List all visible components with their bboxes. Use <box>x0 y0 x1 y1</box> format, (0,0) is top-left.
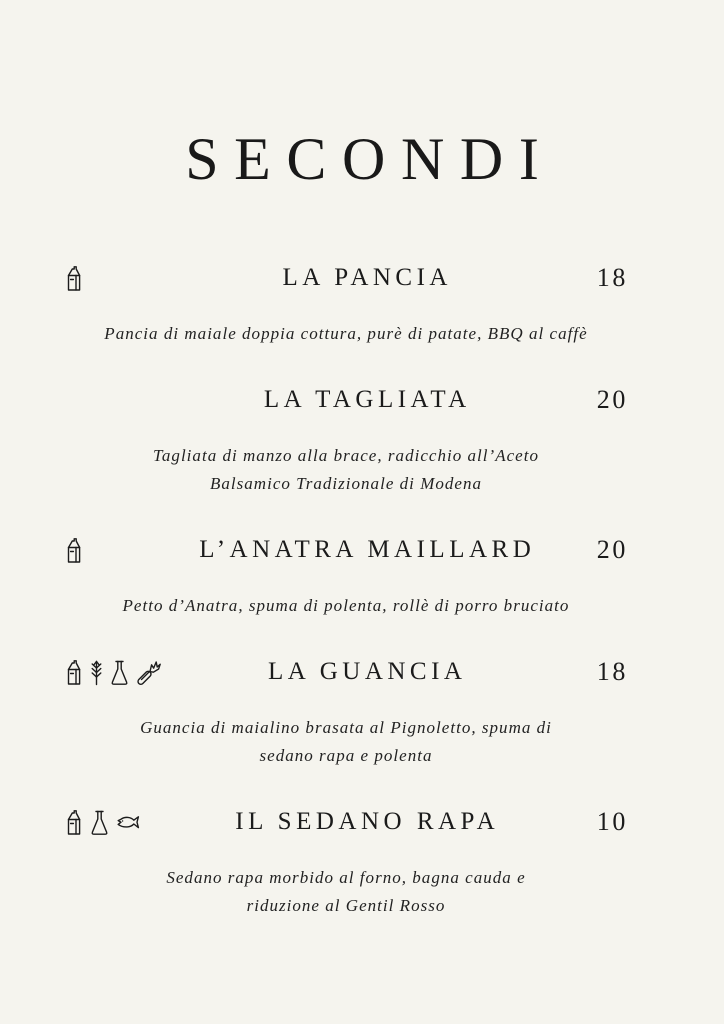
dish-description <box>64 864 628 920</box>
sulfites-icon <box>109 659 130 686</box>
dish-description <box>64 592 628 620</box>
menu-item-header <box>64 802 628 842</box>
allergen-icons <box>64 265 172 292</box>
menu-item-header <box>64 530 628 570</box>
allergen-icons <box>64 809 172 836</box>
celery-icon <box>135 659 162 686</box>
description-line: Tagliata di manzo alla brace, radicchio all’Aceto <box>152 446 540 465</box>
dish-description <box>64 714 628 770</box>
description-line: sedano rapa e polenta <box>259 746 433 765</box>
page-title: SECONDI <box>185 126 555 192</box>
milk-icon <box>64 537 84 564</box>
allergen-icons <box>64 537 172 564</box>
dish-name: LA TAGLIATA <box>263 386 471 413</box>
menu-item <box>64 258 628 348</box>
milk-icon <box>64 809 84 836</box>
dish-price: 18 <box>596 263 628 292</box>
menu-item <box>64 380 628 498</box>
menu-item <box>64 530 628 620</box>
dish-description <box>64 320 628 348</box>
dish-price: 10 <box>596 807 628 836</box>
dish-name: LA PANCIA <box>282 264 452 291</box>
description-line: Balsamico Tradizionale di Modena <box>209 474 483 493</box>
dish-name: L’ANATRA MAILLARD <box>199 536 536 563</box>
description-line: Sedano rapa morbido al forno, bagna cauda e <box>166 868 526 887</box>
dish-price: 20 <box>596 385 628 414</box>
menu-item <box>64 802 628 920</box>
description-line: Pancia di maiale doppia cottura, purè di patate, BBQ al caffè <box>104 324 588 343</box>
milk-icon <box>64 265 84 292</box>
description-line: riduzione al Gentil Rosso <box>246 896 446 915</box>
description-line: Petto d’Anatra, spuma di polenta, rollè di porro bruciato <box>122 596 570 615</box>
sulfites-icon <box>89 809 110 836</box>
dish-description <box>64 442 628 498</box>
menu-item-header <box>64 258 628 298</box>
dish-name: LA GUANCIA <box>268 658 467 685</box>
menu-list <box>0 258 724 920</box>
gluten-icon <box>89 659 104 686</box>
dish-price: 18 <box>596 657 628 686</box>
menu-item-header <box>64 380 628 420</box>
dish-price: 20 <box>596 535 628 564</box>
milk-icon <box>64 659 84 686</box>
description-line: Guancia di maialino brasata al Pignoletto, spuma di <box>140 718 552 737</box>
menu-item-header <box>64 652 628 692</box>
fish-icon <box>115 813 144 832</box>
dish-name: IL SEDANO RAPA <box>235 808 500 835</box>
allergen-icons <box>64 659 172 686</box>
menu-item <box>64 652 628 770</box>
